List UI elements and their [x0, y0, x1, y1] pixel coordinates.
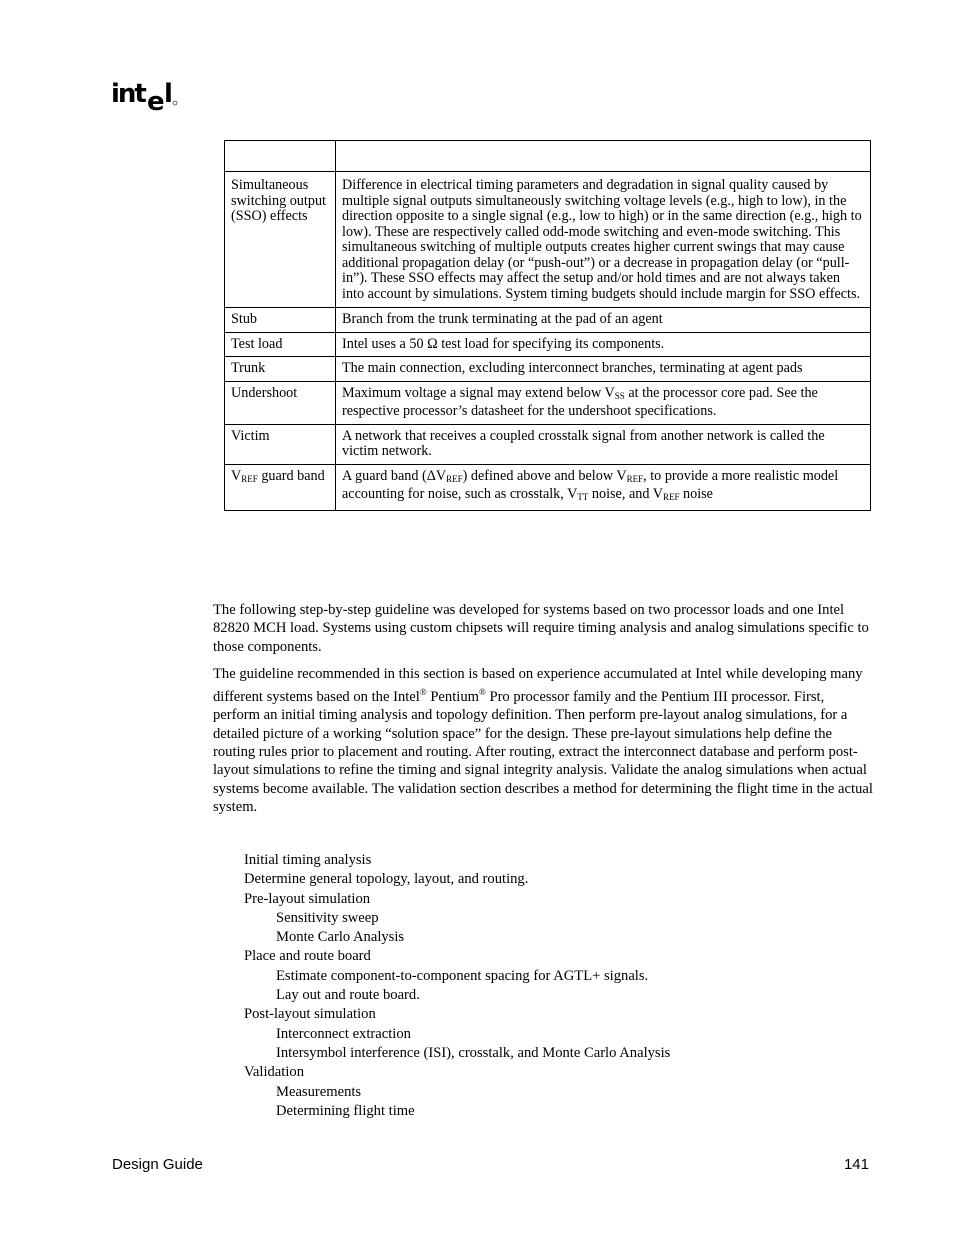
- subscript: REF: [241, 473, 258, 484]
- definition-cell: [336, 381, 871, 424]
- footer-doc-title: Design Guide: [112, 1156, 203, 1173]
- table-row: [225, 308, 871, 333]
- list-subitem: Estimate component-to-component spacing for AGTL+ signals.: [276, 967, 649, 984]
- list-subitem: Lay out and route board.: [276, 987, 420, 1004]
- table-header-row: [225, 141, 871, 172]
- list-item: Initial timing analysis: [244, 852, 372, 868]
- intel-logo-icon: [111, 78, 181, 114]
- term-cell: Test load: [225, 332, 336, 357]
- subscript: REF: [626, 473, 644, 484]
- term-cell: Simultaneous switching output (SSO) effects: [225, 172, 336, 308]
- subscript: TT: [577, 492, 589, 502]
- subscript: REF: [446, 473, 463, 484]
- list-subitem: Determining flight time: [276, 1102, 415, 1119]
- definition-text: Maximum voltage a signal may extend below V: [342, 384, 615, 401]
- intel-logo: [111, 78, 181, 114]
- list-subitem: Measurements: [276, 1083, 362, 1100]
- subscript: SS: [614, 390, 625, 401]
- term-cell: [225, 464, 336, 510]
- definition-cell: Intel uses a 50 Ω test load for specifying its components.: [336, 332, 871, 357]
- step-list: [244, 851, 844, 1121]
- paragraph-text: The guideline recommended in this section is based on experience accumulated at Intel while developing many different systems based on the Intel: [213, 665, 863, 706]
- definition-cell: Branch from the trunk terminating at the pad of an agent: [336, 308, 871, 333]
- subscript: REF: [662, 492, 680, 502]
- definition-text: A guard band (ΔV: [342, 467, 447, 484]
- svg-text:l: l: [164, 79, 173, 109]
- paragraph-text: Pentium: [426, 689, 479, 706]
- glossary-table: [224, 140, 871, 511]
- table-row: [225, 357, 871, 382]
- registered-mark: ®: [419, 687, 427, 698]
- intro-paragraph-2: [213, 665, 873, 816]
- list-item: Determine general topology, layout, and routing.: [244, 871, 529, 888]
- term-text: V: [231, 467, 242, 484]
- list-subitem: Sensitivity sweep: [276, 909, 379, 926]
- svg-text:int: int: [111, 79, 145, 109]
- definition-text: ) defined above and below V: [462, 467, 627, 484]
- list-item: Validation: [244, 1064, 304, 1081]
- list-subitem: Interconnect extraction: [276, 1025, 411, 1042]
- term-cell: Undershoot: [225, 381, 336, 424]
- table-row: [225, 332, 871, 357]
- definition-text: at the processor core pad. See the respective processor’s datasheet for the undershoot specifications.: [342, 384, 818, 419]
- table-header-definition: [336, 141, 871, 172]
- intro-paragraph-1: The following step-by-step guideline was developed for systems based on two processor loads and one Intel 82820 MCH load. Systems using custom chipsets will require timing analysis and analog simulations specific to those components.: [213, 602, 869, 655]
- list-item: Post-layout simulation: [244, 1006, 376, 1023]
- list-subitem: Monte Carlo Analysis: [276, 929, 405, 946]
- footer-page-number: 141: [843, 1156, 869, 1173]
- paragraph-text: Pro processor family and the Pentium III processor. First, perform an initial timing analysis and topology definition. Then perform pre-layout analog simulations, for a detailed picture of a working “solution space” for the design. These pre-layout simulations help define the routing rules prior to placement and routing. After routing, extract the interconnect database and perform post-layout simulations to refine the timing and signal integrity analysis. Validate the analog simulations when actual systems become available. The validation section describes a method for determining the flight time in the actual system.: [213, 689, 873, 815]
- definition-cell: Difference in electrical timing parameters and degradation in signal quality caused by multiple signal outputs simultaneously switching voltage levels (e.g., high to low), in the direction opposite to a single signal (e.g., low to high) or in the same direction (e.g., high to low). These are respectively called odd-mode switching and even-mode switching. This simultaneous switching of multiple outputs creates higher current swings that may cause additional propagation delay (or “push-out”) or a decrease in propagation delay (or “pull-in”). These SSO effects may affect the setup and/or hold times and are not always taken into account by simulations. System timing budgets should include margin for SSO effects.: [336, 172, 871, 308]
- list-item: Place and route board: [244, 948, 371, 965]
- definition-cell: A network that receives a coupled crosstalk signal from another network is called the victim network.: [336, 424, 871, 464]
- term-text: guard band: [257, 467, 325, 484]
- table-header-term: [225, 141, 336, 172]
- term-cell: Stub: [225, 308, 336, 333]
- svg-text:e: e: [147, 87, 163, 114]
- table-row: [225, 464, 871, 510]
- definition-cell: The main connection, excluding interconnect branches, terminating at agent pads: [336, 357, 871, 382]
- definition-text: , to provide a more realistic model accounting for noise, such as crosstalk, V: [342, 467, 839, 502]
- table-row: [225, 172, 871, 308]
- table-row: [225, 424, 871, 464]
- definition-text: noise, and V: [588, 486, 663, 502]
- table-row: [225, 381, 871, 424]
- definition-cell: [336, 464, 871, 510]
- list-subitem: Intersymbol interference (ISI), crosstalk, and Monte Carlo Analysis: [276, 1044, 671, 1061]
- term-cell: Victim: [225, 424, 336, 464]
- intro-section: [213, 601, 873, 825]
- registered-mark: ®: [478, 687, 486, 698]
- list-item: Pre-layout simulation: [244, 890, 371, 907]
- definition-text: noise: [679, 486, 713, 502]
- term-cell: Trunk: [225, 357, 336, 382]
